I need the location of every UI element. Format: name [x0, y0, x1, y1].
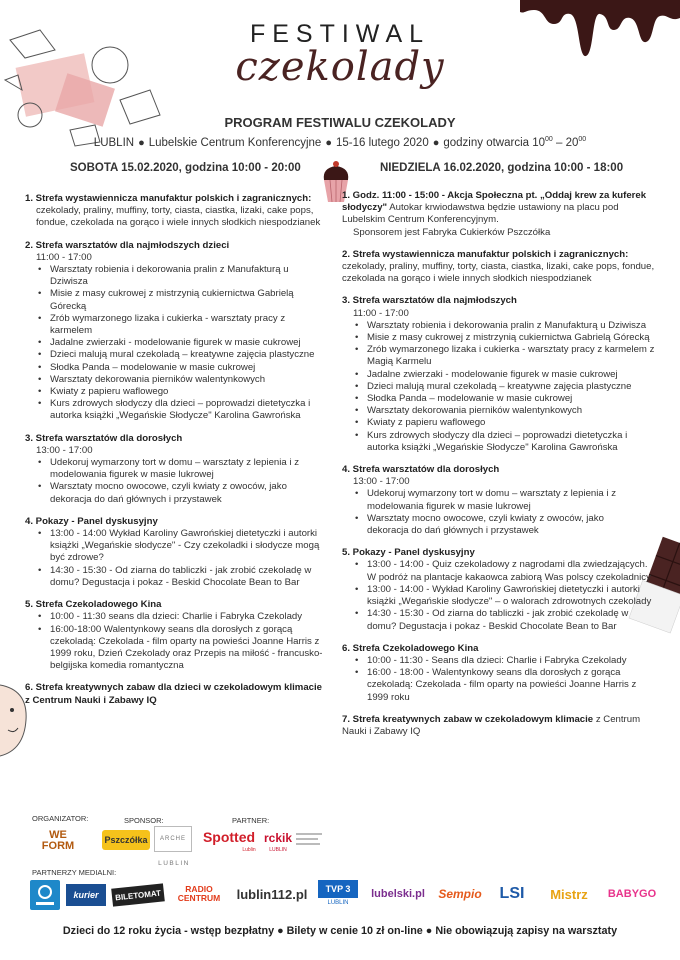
section-body: czekolady, praliny, muffiny, torty, ciasta, ciastka, lizaki, cake pops, fondue, czekolada na gorąco i wiele innych słodkich niespodzianek: [342, 261, 655, 285]
section-body: czekolady, praliny, muffiny, torty, ciasta, ciastka, lizaki, cake pops, fondue, czekolada na gorąco i wiele innych słodkich niespodzianek: [36, 205, 321, 229]
lublin-caption: LUBLIN: [158, 859, 190, 867]
list-item: • Zrób wymarzonego lizaka i cukierka - warsztaty pracy z karmelem: [36, 313, 325, 337]
section-title: 3. Strefa warsztatów dla dorosłych: [25, 432, 183, 444]
section-title: 1. Godz. 11:00 - 15:00 - Akcja Społeczna pt. „Oddaj krew za kuferek słodyczy": [342, 190, 647, 214]
list-item: • Dzieci malują mural czekoladą – kreatywne zajęcia plastyczne: [36, 349, 325, 361]
sat-section-5: [25, 599, 325, 672]
sunday-program: [342, 190, 658, 748]
sponsor-note: Sponsorem jest Fabryka Cukierków Pszczółka: [353, 226, 551, 238]
radio-centrum-logo: RADIO CENTRUM: [177, 884, 221, 903]
lublin112-logo: lublin112.pl: [236, 886, 308, 902]
sun-section-4: [342, 464, 658, 537]
program-title: PROGRAM FESTIWALU CZEKOLADY: [224, 115, 456, 130]
mistrz-logo: Mistrz: [550, 886, 588, 902]
item-list: [25, 457, 325, 506]
sat-section-2: [25, 240, 325, 423]
partner-label: PARTNER:: [232, 816, 270, 825]
item-list: [25, 264, 325, 423]
list-item: • 13:00 - 14:00 - Quiz czekoladowy z nagrodami dla zwiedzających. W podróż na plantacje kakaowca zabiorą Was polscy czekoladnicy: [353, 559, 658, 583]
media-partners-label: PARTNERZY MEDIALNI:: [32, 868, 117, 877]
list-item: • Warsztaty robienia i dekorowania pralin z Manufakturą u Dziwisza: [36, 264, 325, 288]
venue: Lubelskie Centrum Konferencyjne: [148, 136, 322, 149]
item-list: [342, 559, 658, 632]
list-item: • Słodka Panda – modelowanie w masie cukrowej: [36, 362, 325, 374]
item-list: [342, 488, 658, 537]
event-dates: 15-16 lutego 2020: [336, 136, 429, 149]
festival-title: FESTIWAL: [249, 20, 431, 48]
item-list: [25, 611, 325, 672]
list-item: • Słodka Panda – modelowanie w masie cukrowej: [353, 393, 658, 405]
sat-section-3: [25, 433, 325, 506]
sun-section-5: [342, 547, 658, 632]
rckik-logo: rckik: [263, 831, 293, 845]
list-item: • 16:00 - 18:00 - Walentynkowy seans dla dorosłych z gorąca czekoladą: Czekolada - film oparty na powieści Joanne Harris z 1999 roku: [353, 667, 658, 704]
sun-section-3: [342, 295, 658, 454]
list-item: • Warsztaty mocno owocowe, czyli kwiaty z owoców, jako dekoracja do dań głównych i przystawek: [353, 513, 628, 537]
saturday-title: SOBOTA 15.02.2020, godzina 10:00 - 20:00: [70, 162, 301, 174]
list-item: • 16:00-18:00 Walentynkowy seans dla dorosłych z gorącą czekoladą: Czekolada - film oparty na powieści Joanne Harris z 1999 roku, Dzień Czekolady oraz Przepis na miłość - francusko-belgijska komedia romantyczna: [36, 624, 325, 673]
list-item: • 14:30 - 15:30 - Od ziarna do tabliczki - jak zrobić czekoladę w domu? Degustacja i pokaz - Beskid Chocolate Bean to Bar: [353, 608, 658, 632]
organizer-label: ORGANIZATOR:: [32, 814, 89, 823]
sat-section-1: [25, 193, 325, 230]
list-item: • Dzieci malują mural czekoladą – kreatywne zajęcia plastyczne: [353, 381, 658, 393]
section-title: 2. Strefa wystawiennicza manufaktur polskich i zagranicznych:: [342, 248, 629, 260]
item-list: [342, 655, 658, 704]
lsi-logo: LSI: [499, 885, 525, 902]
sponsor-label: SPONSOR:: [124, 816, 164, 825]
polskie-radio-lublin-logo: [30, 880, 60, 910]
list-item: • Warsztaty mocno owocowe, czyli kwiaty z owoców, jako dekoracja do dań głównych i przystawek: [36, 481, 325, 505]
biletomat-logo: BILETOMAT: [111, 883, 165, 906]
section-hours: 13:00 - 17:00: [353, 476, 410, 488]
kurier-logo: kurier: [66, 884, 106, 906]
tvp3-sub: LUBLIN: [327, 900, 349, 906]
item-list: [25, 528, 325, 589]
list-item: • 13:00 - 14:00 - Wykład Karoliny Gawrońskiej dietetyczki i autorki książki „Wegańskie słodycze" – o walorach zdrowotnych czekolady: [353, 584, 658, 608]
list-item: • Udekoruj wymarzony tort w domu – warsztaty z lepienia i z modelowania figurek w masie lukrowej: [36, 457, 325, 481]
weform-logo: WE FORM: [41, 829, 75, 852]
list-item: • 10:00 - 11:30 seans dla dzieci: Charlie i Fabryka Czekolady: [36, 611, 325, 623]
city: LUBLIN: [93, 136, 135, 149]
section-hours: 13:00 - 17:00: [36, 444, 93, 456]
sunday-title: NIEDZIELA 16.02.2020, godzina 10:00 - 18:00: [380, 162, 624, 174]
list-item: • 14:30 - 15:30 - Od ziarna do tabliczki - jak zrobić czekoladę w domu? Degustacja i pokaz - Beskid Chocolate Bean to Bar: [36, 565, 325, 589]
section-body: 7. Strefa kreatywnych zabaw w czekoladowym klimacie z Centrum Nauki i Zabawy IQ: [342, 713, 641, 737]
lubelski-logo: lubelski.pl: [371, 888, 425, 900]
list-item: • 10:00 - 11:30 - Seans dla dzieci: Charlie i Fabryka Czekolady: [353, 655, 658, 667]
section-title: 5. Pokazy - Panel dyskusyjny: [342, 547, 475, 559]
list-item: • Warsztaty robienia i dekorowania pralin z Manufakturą u Dziwisza: [353, 320, 658, 332]
opening-hours: godziny otwarcia $10^{00} - 20^{00}$: [443, 136, 587, 149]
section-title: 6. Strefa kreatywnych zabaw dla dzieci w czekoladowym klimacie z Centrum Nauki i Zabawy IQ: [25, 682, 322, 706]
list-item: • Zrób wymarzonego lizaka i cukierka - warsztaty pracy z karmelem z Magią Karmelu: [353, 344, 658, 368]
sat-section-6: [25, 682, 325, 706]
spotted-logo: Spotted: [202, 829, 256, 845]
sun-section-7: [342, 714, 658, 738]
list-item: • Warsztaty dekorowania pierników walentynkowych: [353, 405, 658, 417]
section-body: 1. Godz. 11:00 - 15:00 - Akcja Społeczna pt. „Oddaj krew za kuferek słodyczy" Autokar krwiodawstwa będzie ustawiony na placu pod Lubelskim Centrum Konferencyjnym.: [342, 190, 647, 226]
rckik-text-decoration: [296, 830, 324, 850]
section-hours: 11:00 - 17:00: [36, 251, 92, 263]
section-title: 1. Strefa wystawiennicza manufaktur polskich i zagranicznych:: [25, 193, 312, 204]
list-item: • Jadalne zwierzaki - modelowanie figurek w masie cukrowej: [353, 369, 658, 381]
sun-section-6: [342, 643, 658, 704]
spotted-sub: Lublin: [242, 847, 256, 853]
tvp3-logo: TVP 3: [318, 880, 358, 898]
admission-info: Dzieci do 12 roku życia - wstęp bezpłatny ● Bilety w cenie 10 zł on-line ● Nie obowiązują zapisy na warsztaty: [62, 925, 618, 937]
list-item: • Warsztaty dekorowania pierników walentynkowych: [36, 374, 325, 386]
babygo-logo: BABYGO: [607, 888, 657, 900]
arche-logo: ARCHE: [154, 826, 192, 852]
list-item: • Kurs zdrowych słodyczy dla dzieci – poprowadzi dietetyczka i autorka książki „Wegańskie Słodycze" Karolina Gawrońska: [353, 430, 658, 454]
list-item: • 13:00 - 14:00 Wykład Karoliny Gawrońskiej dietetyczki i autorki książki „Wegańskie słodycze" - Czy czekoladki i słodycze mogą być zdrowe?: [36, 528, 325, 565]
festival-subtitle-script: czekolady: [235, 44, 445, 90]
list-item: • Udekoruj wymarzony tort w domu – warsztaty z lepienia i z modelowania figurek w masie lukrowej: [353, 488, 628, 512]
radio-icon: [30, 880, 60, 910]
list-item: • Misie z masy cukrowej z mistrzynią cukiernictwa Gabrielą Górecką: [353, 332, 658, 344]
item-list: [342, 320, 658, 454]
list-item: • Jadalne zwierzaki - modelowanie figurek w masie cukrowej: [36, 337, 325, 349]
section-hours: 11:00 - 17:00: [353, 307, 409, 319]
saturday-program: [25, 193, 325, 717]
list-item: • Kwiaty z papieru waflowego: [36, 386, 325, 398]
section-title: 7. Strefa kreatywnych zabaw w czekoladowym klimacie: [342, 713, 594, 725]
sun-section-1: [342, 190, 658, 239]
list-item: • Kurs zdrowych słodyczy dla dzieci – poprowadzi dietetyczka i autorka książki „Wegańskie Słodycze" Karolina Gawrońska: [36, 398, 325, 422]
event-info-line: LUBLIN ● Lubelskie Centrum Konferencyjne ● 15-16 lutego 2020 ● godziny otwarcia $10^{00} - 20^{00}$: [93, 136, 587, 149]
sempio-logo: Sempio: [438, 887, 482, 901]
section-title: 6. Strefa Czekoladowego Kina: [342, 642, 479, 654]
section-title: 5. Strefa Czekoladowego Kina: [25, 599, 162, 611]
sat-section-4: [25, 516, 325, 589]
sun-section-2: [342, 249, 658, 286]
pszczolka-logo: Pszczółka: [102, 830, 150, 850]
section-title: 3. Strefa warsztatów dla najmłodszych: [342, 295, 517, 307]
section-title: 4. Strefa warsztatów dla dorosłych: [342, 464, 500, 476]
section-title: 2. Strefa warsztatów dla najmłodszych dzieci: [25, 239, 230, 251]
list-item: • Kwiaty z papieru waflowego: [353, 417, 658, 429]
section-title: 4. Pokazy - Panel dyskusyjny: [25, 515, 158, 527]
rckik-sub: LUBLIN: [269, 847, 287, 853]
list-item: • Misie z masy cukrowej z mistrzynią cukiernictwa Gabrielą Górecką: [36, 288, 325, 312]
